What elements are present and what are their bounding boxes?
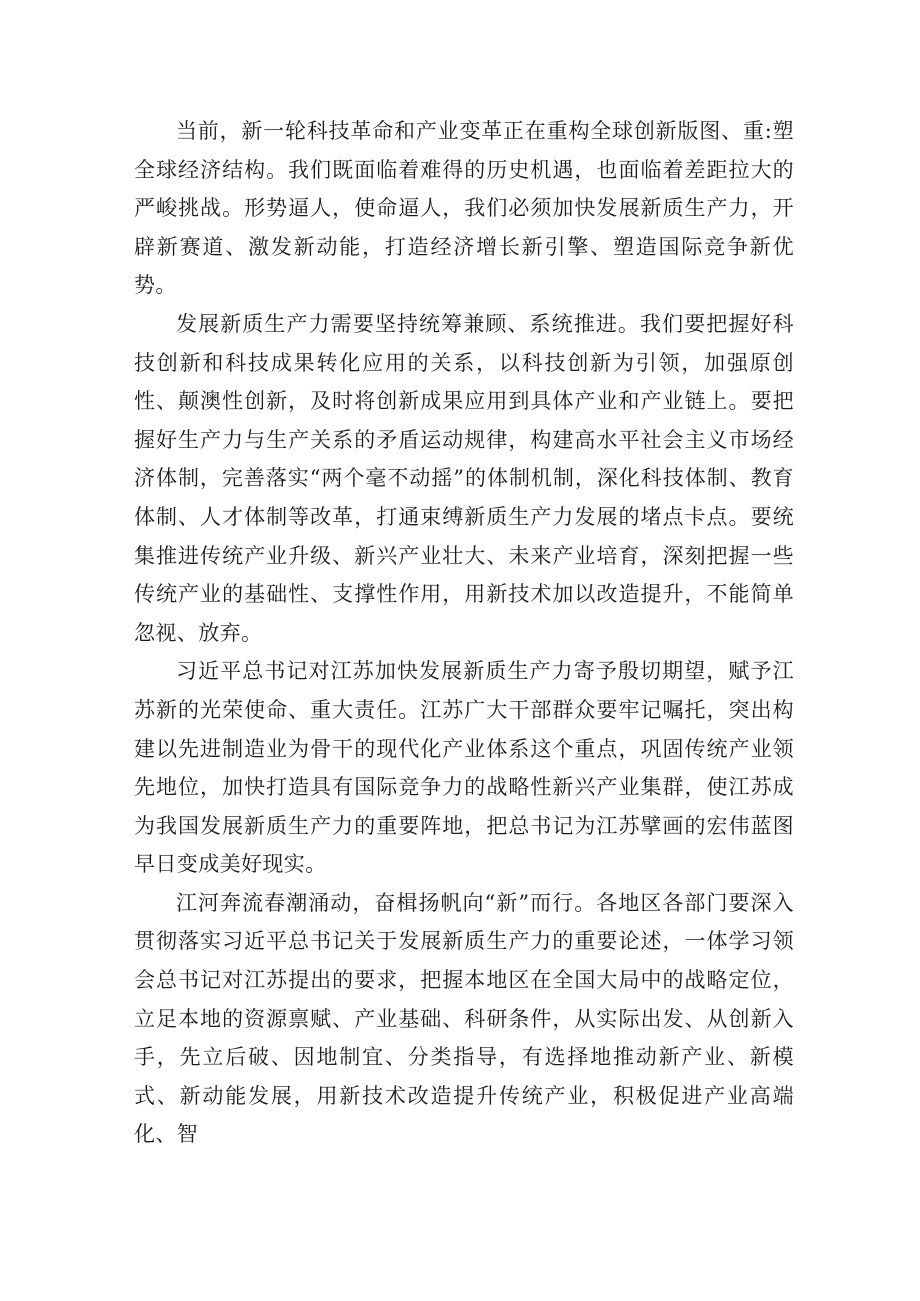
paragraph-1: 当前，新一轮科技革命和产业变革正在重构全球创新版图、重:塑全球经济结构。我们既面临着难得的历史机遇，也面临着差距拉大的严峻挑战。形势逼人，使命逼人，我们必须加快发展新质生产力，开辟新赛道、激发新动能，打造经济增长新引擎、塑造国际竞争新优势。	[134, 119, 794, 298]
paragraph-4: 江河奔流春潮涌动，奋楫扬帆向“新”而行。各地区各部门要深入贯彻落实习近平总书记关于发展新质生产力的重要论述，一体学习领会总书记对江苏提出的要求，把握本地区在全国大局中的战略定位，立足本地的资源禀赋、产业基础、科研条件，从实际出发、从创新入手，先立后破、因地制宜、分类指导，有选择地推动新产业、新模式、新动能发展，用新技术改造提升传统产业，积极促进产业高端化、智	[134, 890, 794, 1147]
document-body	[134, 112, 794, 1154]
paragraph-3: 习近平总书记对江苏加快发展新质生产力寄予殷切期望，赋予江苏新的光荣使命、重大责任。江苏广大干部群众要牢记嘱托，突出构建以先进制造业为骨干的现代化产业体系这个重点，巩固传统产业领先地位，加快打造具有国际竞争力的战略性新兴产业集群，使江苏成为我国发展新质生产力的重要阵地，把总书记为江苏擘画的宏伟蓝图早日变成美好现实。	[134, 659, 794, 877]
paragraph-2: 发展新质生产力需要坚持统筹兼顾、系统推进。我们要把握好科技创新和科技成果转化应用的关系，以科技创新为引领，加强原创性、颠澳性创新，及时将创新成果应用到具体产业和产业链上。要把握好生产力与生产关系的矛盾运动规律，构建高水平社会主义市场经济体制，完善落实“两个毫不动摇”的体制机制，深化科技体制、教育体制、人才体制等改革，打通束缚新质生产力发展的堵点卡点。要统集推进传统产业升级、新兴产业壮大、未来产业培育，深刻把握一些传统产业的基础性、支撑性作用，用新技术加以改造提升，不能简单忽视、放弃。	[134, 311, 794, 645]
